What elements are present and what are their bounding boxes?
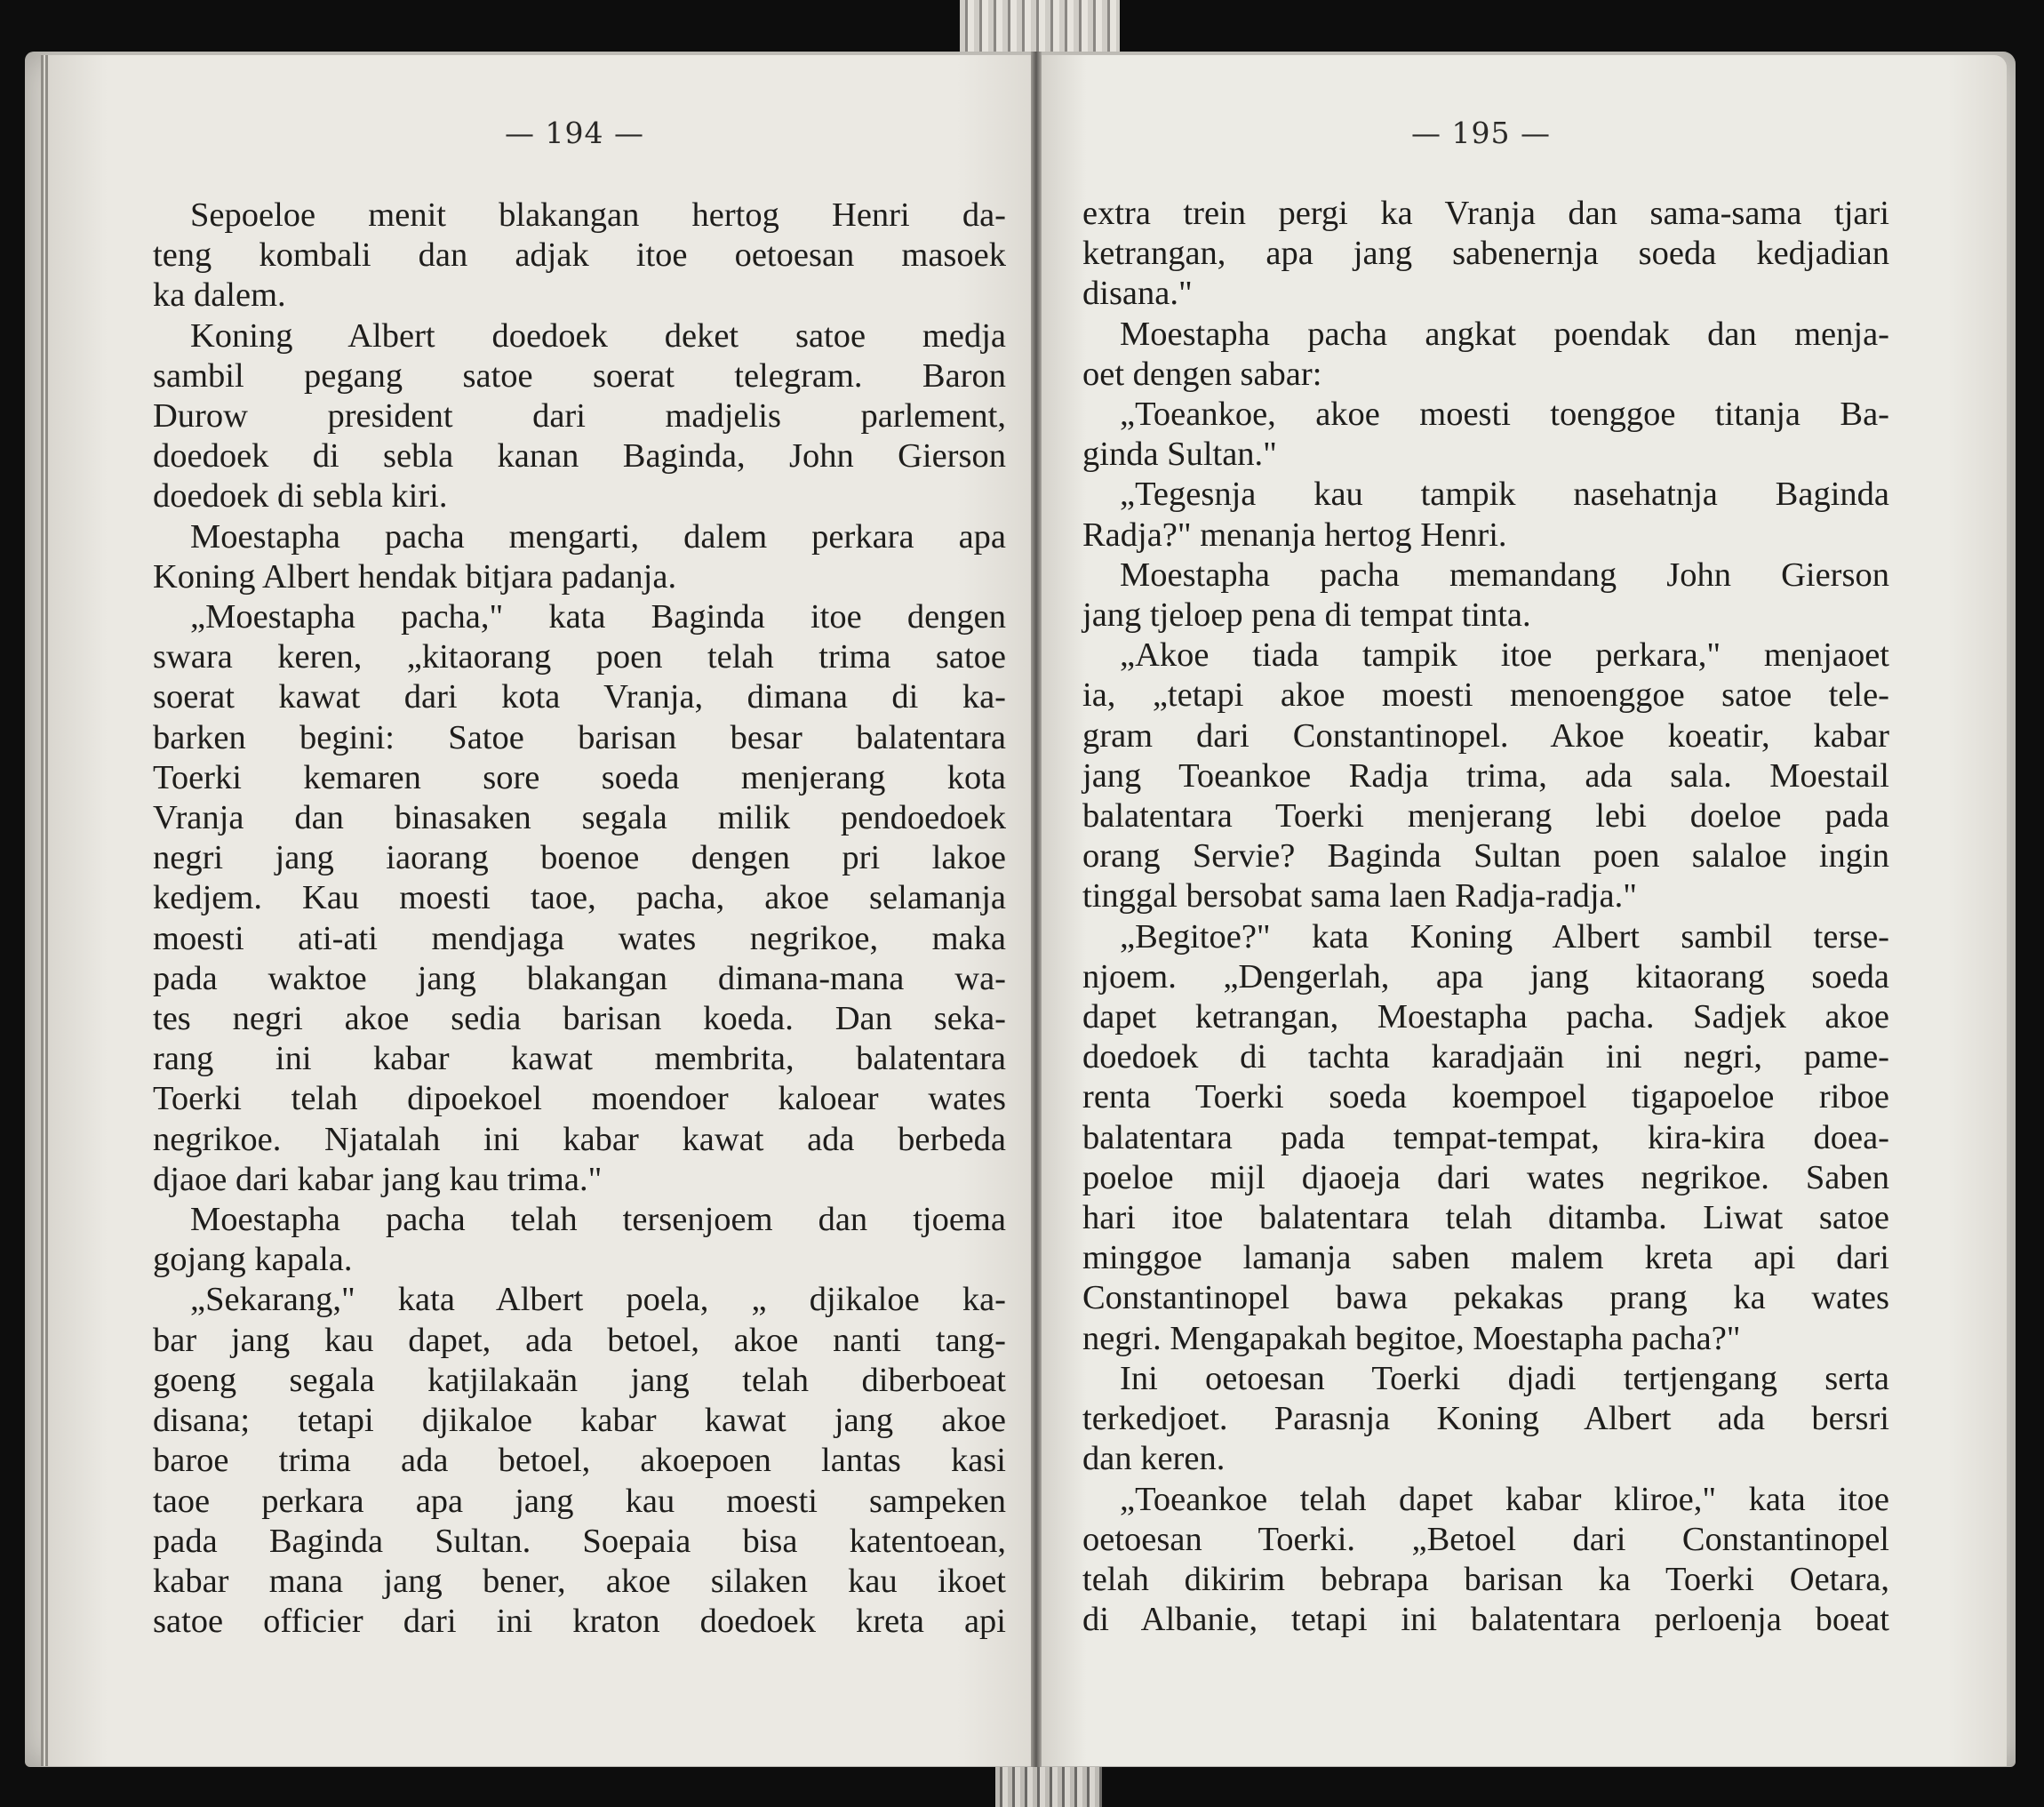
spine-binding-bottom: [995, 1767, 1102, 1807]
text-line: Durow president dari madjelis parlement,: [153, 397, 1006, 436]
text-line: sambil pegang satoe soerat telegram. Baron: [153, 356, 1006, 395]
right-page-number: — 195 —: [1411, 116, 1551, 150]
text-line: Koning Albert hendak bitjara padanja.: [153, 557, 677, 596]
text-line: doedoek di tachta karadjaän ini negri, pame-: [1082, 1038, 1889, 1076]
text-line: negri jang iaorang boenoe dengen pri lakoe: [153, 839, 1006, 877]
text-line: soerat kawat dari kota Vranja, dimana di ka-: [153, 678, 1006, 716]
text-line: „Sekarang," kata Albert poela, „ djikaloe ka-: [190, 1281, 1006, 1319]
text-line: bar jang kau dapet, ada betoel, akoe nanti tang-: [153, 1321, 1006, 1359]
text-line: terkedjoet. Parasnja Koning Albert ada bersri: [1082, 1400, 1889, 1438]
text-line: taoe perkara apa jang kau moesti sampeken: [153, 1482, 1006, 1520]
text-line: kedjem. Kau moesti taoe, pacha, akoe selamanja: [153, 879, 1006, 917]
text-line: dan keren.: [1082, 1440, 1226, 1478]
text-line: „Tegesnja kau tampik nasehatnja Baginda: [1120, 476, 1889, 514]
text-line: satoe officier dari ini kraton doedoek kreta api: [153, 1603, 1006, 1641]
text-line: tinggal bersobat sama laen Radja-radja.": [1082, 877, 1637, 915]
text-line: ia, „tetapi akoe moesti menoenggoe satoe tele-: [1082, 676, 1889, 715]
text-line: negrikoe. Njatalah ini kabar kawat ada berbeda: [153, 1120, 1006, 1158]
text-line: „Akoe tiada tampik itoe perkara," menjaoet: [1120, 636, 1889, 675]
text-line: Toerki kemaren sore soeda menjerang kota: [153, 758, 1006, 796]
text-line: Koning Albert doedoek deket satoe medja: [190, 316, 1006, 355]
book-gutter: [1031, 52, 1042, 1767]
text-line: Moestapha pacha telah tersenjoem dan tjoema: [190, 1201, 1006, 1239]
text-line: minggoe lamanja saben malem kreta api dari: [1082, 1239, 1889, 1277]
text-line: dapet ketrangan, Moestapha pacha. Sadjek akoe: [1082, 998, 1889, 1036]
text-line: telah dikirim bebrapa barisan ka Toerki Oetara,: [1082, 1560, 1889, 1598]
text-line: oetoesan Toerki. „Betoel dari Constantinopel: [1082, 1520, 1889, 1558]
text-line: pada Baginda Sultan. Soepaia bisa katentoean,: [153, 1522, 1006, 1560]
text-line: Toerki telah dipoekoel moendoer kaloear wates: [153, 1080, 1006, 1118]
text-line: gojang kapala.: [153, 1241, 353, 1279]
text-line: Moestapha pacha mengarti, dalem perkara apa: [190, 517, 1006, 556]
text-line: pada waktoe jang blakangan dimana-mana wa-: [153, 959, 1006, 997]
text-line: jang tjeloep pena di tempat tinta.: [1082, 596, 1531, 635]
text-line: Ini oetoesan Toerki djadi tertjengang serta: [1120, 1359, 1889, 1397]
text-line: barken begini: Satoe barisan besar balatentara: [153, 718, 1006, 756]
text-line: Moestapha pacha angkat poendak dan menja-: [1120, 315, 1889, 353]
text-line: doedoek di sebla kanan Baginda, John Gierson: [153, 437, 1006, 476]
text-line: moesti ati-ati mendjaga wates negrikoe, maka: [153, 919, 1006, 957]
text-line: balatentara Toerki menjerang lebi doeloe pada: [1082, 797, 1889, 836]
spine-binding-top: [960, 0, 1120, 59]
text-line: Radja?" menanja hertog Henri.: [1082, 516, 1507, 554]
text-line: jang Toeankoe Radja trima, ada sala. Moestail: [1082, 756, 1889, 795]
text-line: „Toeankoe telah dapet kabar kliroe," kata itoe: [1120, 1480, 1889, 1518]
text-line: renta Toerki soeda koempoel tigapoeloe riboe: [1082, 1078, 1889, 1116]
text-line: tes negri akoe sedia barisan koeda. Dan seka-: [153, 1000, 1006, 1038]
left-page-text: [153, 196, 1006, 1642]
text-line: rang ini kabar kawat membrita, balatentara: [153, 1040, 1006, 1078]
text-line: Vranja dan binasaken segala milik pendoedoek: [153, 799, 1006, 837]
text-line: djaoe dari kabar jang kau trima.": [153, 1160, 603, 1198]
text-line: balatentara pada tempat-tempat, kira-kira doea-: [1082, 1118, 1889, 1156]
text-line: hari itoe balatentara telah ditamba. Liwat satoe: [1082, 1199, 1889, 1237]
text-line: di Albanie, tetapi ini balatentara perloenja boeat: [1082, 1601, 1889, 1639]
right-page-text: [1082, 194, 1889, 1640]
text-line: poeloe mijl djaoeja dari wates negrikoe. Saben: [1082, 1158, 1889, 1196]
text-line: doedoek di sebla kiri.: [153, 477, 448, 516]
text-line: baroe trima ada betoel, akoepoen lantas kasi: [153, 1442, 1006, 1480]
text-line: disana.": [1082, 275, 1193, 313]
text-line: ketrangan, apa jang sabenernja soeda kedjadian: [1082, 235, 1889, 273]
text-line: „Toeankoe, akoe moesti toenggoe titanja Ba-: [1120, 396, 1889, 434]
text-line: disana; tetapi djikaloe kabar kawat jang akoe: [153, 1402, 1006, 1440]
text-line: ginda Sultan.": [1082, 436, 1277, 474]
text-line: extra trein pergi ka Vranja dan sama-sama tjari: [1082, 195, 1889, 232]
text-line: negri. Mengapakah begitoe, Moestapha pacha?": [1082, 1319, 1741, 1357]
text-line: „Moestapha pacha," kata Baginda itoe dengen: [190, 598, 1006, 636]
text-line: oet dengen sabar:: [1082, 355, 1322, 393]
left-page-number: — 194 —: [505, 116, 644, 150]
text-line: swara keren, „kitaorang poen telah trima satoe: [153, 638, 1006, 676]
text-line: goeng segala katjilakaän jang telah diberboeat: [153, 1361, 1006, 1399]
text-line: ka dalem.: [153, 276, 286, 315]
text-line: Constantinopel bawa pekakas prang ka wates: [1082, 1279, 1889, 1317]
text-line: orang Servie? Baginda Sultan poen salaloe ingin: [1082, 837, 1889, 876]
text-line: gram dari Constantinopel. Akoe koeatir, kabar: [1082, 716, 1889, 755]
text-line: „Begitoe?" kata Koning Albert sambil terse-: [1120, 917, 1889, 955]
text-line: Moestapha pacha memandang John Gierson: [1120, 556, 1889, 594]
text-line: njoem. „Dengerlah, apa jang kitaorang soeda: [1082, 957, 1889, 995]
text-line: Sepoeloe menit blakangan hertog Henri da-: [190, 196, 1006, 234]
text-line: teng kombali dan adjak itoe oetoesan masoek: [153, 236, 1006, 275]
text-line: kabar mana jang bener, akoe silaken kau ikoet: [153, 1562, 1006, 1600]
